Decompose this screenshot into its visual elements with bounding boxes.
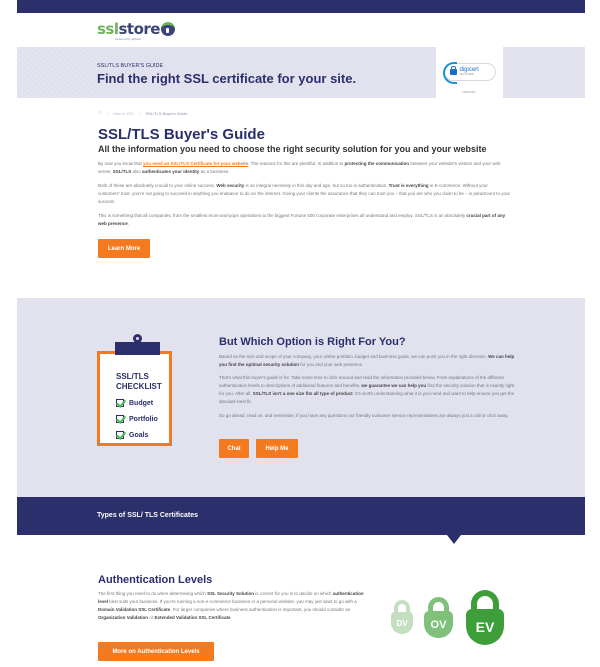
page-title: SSL/TLS Buyer's Guide	[98, 126, 265, 143]
intro-paragraph-1: By now you know that you need an SSL/TLS Certificate for your website. The reasons for this are plentiful. In addition to protecting the communication between your website's visitors and your web server, SSL/TLS also authenticates your identity as a business.	[98, 161, 501, 174]
intro-paragraph-3: This is something that all companies, from the smallest mom-and-pops operations to the biggest Fortune 500 corporate enterprises all understand and employ. SSL/TLS is an absolutely crucial part of any web presence.	[98, 213, 506, 226]
which-paragraph-1: Based on the size and scope of your company, your online portfolio, budget and business goals, we can point you in the right direction. We can help you find the optimal security solution for you and your web presence.	[219, 354, 515, 367]
breadcrumb-link[interactable]: How to SSL	[112, 110, 135, 116]
more-auth-levels-button[interactable]: More on Authentication Levels	[98, 642, 214, 661]
padlock-icon	[450, 69, 457, 75]
home-icon[interactable]: ⌂	[98, 110, 102, 116]
page-subtitle: All the information you need to choose the right security solution for you and your website	[98, 144, 487, 154]
types-section-header	[17, 497, 585, 535]
logo-ssl-text: ssl	[97, 20, 119, 38]
checklist-item: Budget	[116, 399, 153, 407]
which-paragraph-2: That's what this buyer's guide is for. Take some time to click around and read the information provided below. From explanations of the different authentication levels to descriptions of additional features and benefits, we guarantee we can help you find the security solution that is exactly right for you. After all, SSL/TLS isn't a one size fits all type of product. It's worth understanding what it is you need and want to help ensure you get the absolute best fit.	[219, 375, 515, 404]
auth-levels-title: Authentication Levels	[98, 574, 213, 586]
chevron-right-icon: ›	[106, 110, 108, 116]
checklist-title-line2: CHECKLIST	[116, 382, 162, 391]
learn-more-button[interactable]: Learn More	[98, 239, 150, 258]
logo-store-text: store	[118, 20, 160, 38]
intro-paragraph-2: Both of these are absolutely crucial to your online success. Web security is an integral necessity in this day and age, but so too is authentication. Trust is everything in E-commerce. Without your customers' trust, you're not going to succeed in anything you endeavor to do on the internet. Giving your clients the assurance that they can trust you – that you are who you claim to be – is paramount to your success.	[98, 183, 510, 204]
top-nav-bar	[17, 0, 585, 13]
checkbox-checked-icon	[116, 415, 124, 423]
checkbox-checked-icon	[116, 399, 124, 407]
digicert-secured-badge[interactable]	[436, 42, 503, 101]
checklist-clipboard-illustration	[97, 351, 172, 446]
which-option-title: But Which Option is Right For You?	[219, 336, 406, 348]
checkbox-checked-icon	[116, 431, 124, 439]
sslstore-logo[interactable]	[97, 20, 175, 41]
breadcrumb	[98, 110, 188, 116]
down-pointer-icon	[447, 535, 461, 544]
hero-title: Find the right SSL certificate for your site.	[97, 71, 357, 86]
help-me-button[interactable]: Help Me	[256, 439, 298, 458]
ov-lock-icon: OV	[424, 597, 453, 639]
hero-pattern	[17, 47, 97, 98]
ssl-certificate-link[interactable]: you need an SSL/TLS Certificate for your website	[143, 161, 249, 166]
checklist-item: Portfolio	[116, 415, 158, 423]
chat-button[interactable]: Chat	[219, 439, 249, 458]
hero-banner	[17, 47, 585, 98]
badge-brand: digicert	[459, 67, 479, 73]
hero-eyebrow: SSL/TLS BUYER'S GUIDE	[97, 63, 164, 69]
logo-tagline: powered by digicert	[115, 37, 142, 41]
dv-lock-icon: DV	[391, 600, 413, 636]
clipboard-clip	[115, 342, 160, 355]
badge-footer: VERIFIED	[462, 90, 476, 94]
checklist-title-line1: SSL/TLS	[116, 372, 149, 381]
types-title: Types of SSL/ TLS Certificates	[97, 512, 199, 519]
chevron-right-icon: ›	[139, 110, 141, 116]
which-paragraph-3: So go ahead, read on, and remember, if you have any questions our friendly customer service representatives are always just a call or click away.	[219, 413, 509, 418]
ev-lock-icon: EV	[466, 590, 504, 646]
logo-lock-icon	[161, 22, 175, 36]
checklist-item: Goals	[116, 431, 148, 439]
badge-secured-label: SECURED	[459, 72, 475, 76]
auth-levels-paragraph: The first thing you need to do when determining which SSL Security Solution is correct for you is to decide on which authentication level best suits your business. If you're running a non-e-commerce business or a personal website, you may just want to go with a Domain Validation SSL Certificate. For larger companies where business authentication is important, you should consider an Organization Validation or Extended Validation SSL Certificate.	[98, 591, 364, 620]
breadcrumb-current: SSL/TLS Buyer's Guide	[145, 110, 188, 116]
